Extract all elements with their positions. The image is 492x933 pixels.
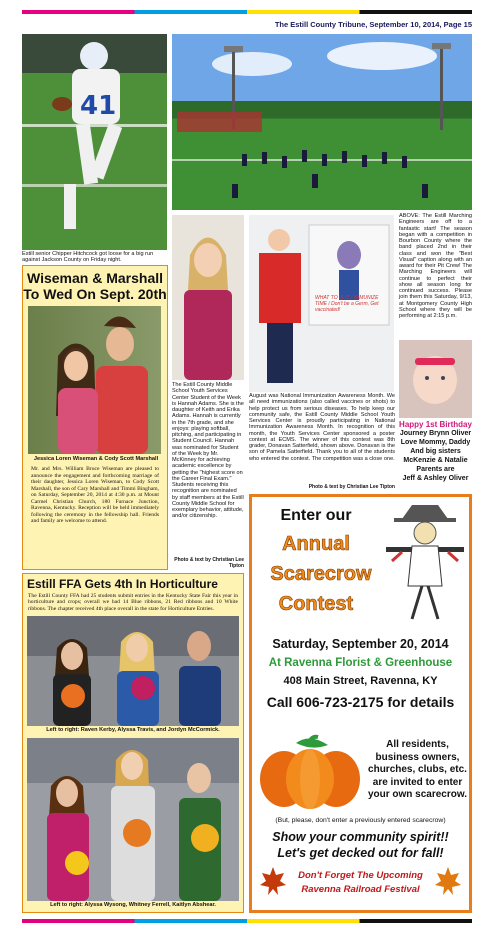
baby-photo xyxy=(399,340,472,418)
ad-disclaimer: (But, please, don't enter a previously entered scarecrow) xyxy=(275,817,446,824)
immunization-credit: Photo & text by Christian Lee Tipton xyxy=(308,484,395,490)
hannah-adams-photo xyxy=(172,215,244,380)
ad-annual: Annual xyxy=(282,533,350,555)
color-rule-bottom xyxy=(22,919,472,923)
ad-scarecrow: Scarecrow xyxy=(270,563,372,585)
ad-spirit-1: Show your community spirit!! xyxy=(272,830,449,844)
poster-drawing-text: WHAT TO IS IT / IMMUNIZE TIME / Don't be a Germ, Get vaccinated! xyxy=(315,295,379,313)
page-header: The Estill County Tribune, September 10, 2014, Page 15 xyxy=(274,20,472,29)
donavan-poster-photo xyxy=(249,215,394,392)
ffa-photo-1 xyxy=(27,616,239,726)
marching-band-photo xyxy=(172,34,472,210)
ad-date: Saturday, September 20, 2014 xyxy=(272,637,449,651)
marching-band-text: ABOVE: The Estill Marching Engineers are off to a fantastic start! The season began with a competition in Bourbon County where the band placed 2nd in their class and won the "Best Visual" caption along with an award for their Pit Crew! The Marching Engineers will continue to perfect their show all season long for continued success. Please join them this Saturday, 9/13, at Montgomery County High School where they will be performing at 2:15 p.m. xyxy=(399,213,472,319)
birthday-line-3: And big sisters xyxy=(410,448,461,455)
football-caption: Estill senior Chipper Hitchcock got loose for a big run against Jackson County on Friday night. xyxy=(22,251,154,264)
wedding-body-text: Mr. and Mrs. William Bruce Wiseman are pleased to announce the engagement and forthcoming marriage of their daughter, Jessica Loren Wiseman, to Cody Scott Marshall, the son of Cary Marshall and Timmi Bingham, on Saturday, September 20, 2014 at 4:30 p.m. at Mount Carmel Christian Church, 180 Furnace Junction, Ravenna, Kentucky. Reception will be held immediately following the ceremony in the fellowship hall. Friends and family are welcome to attend. xyxy=(31,466,159,524)
ad-invite: All residents, business owners, churches, clubs, etc. are invited to enter your own scarecrow. xyxy=(367,739,468,800)
wedding-announcement-box xyxy=(22,265,168,570)
ad-festival-2: Ravenna Railroad Festival xyxy=(301,884,420,895)
ffa-photo-2 xyxy=(27,738,239,901)
football-photo xyxy=(22,34,167,250)
ad-enter-our: Enter our xyxy=(280,507,352,524)
ffa-body-text: The Estill County FFA had 25 students submit entries in the Kentucky State Fair this year in horticulture and crops; overall we had 14 Blue ribbons, 21 Red ribbons and 10 White ribbons. The chapter received 4th place overall in the state for Horticulture Entries. xyxy=(28,593,238,612)
ad-phone: Call 606-723-2175 for details xyxy=(266,694,455,710)
birthday-title: Happy 1st Birthday xyxy=(399,420,472,429)
pumpkin-illustration xyxy=(258,733,362,811)
scarecrow-illustration xyxy=(382,501,468,626)
maple-leaf-right-icon xyxy=(435,867,461,897)
scarecrow-contest-ad xyxy=(249,494,472,913)
immunization-text: August was National Immunization Awareness Month. We all need immunizations (also called vaccines or shots) to help protect us from serious diseases. To help keep our community safe, the Estill County Middle School Youth Services Center is proudly participating in National Immunization Awareness Month. In recognition of this month, the Youth Services Center sponsored a poster contest at ECMS. The winner of this contest was 8th grader, Donavan Satterfield, shown above. Donavan is the son of Pamela Satterfield. Thank you to all of the students who entered the contest. The competition was a close one. xyxy=(249,393,395,462)
wedding-headline-2: To Wed On Sept. 20th xyxy=(23,286,167,302)
ad-spirit-2: Let's get decked out for fall! xyxy=(277,846,444,860)
ad-address: 408 Main Street, Ravenna, KY xyxy=(283,675,438,687)
wedding-headline-1: Wiseman & Marshall xyxy=(26,270,164,286)
ffa-headline: Estill FFA Gets 4th In Horticulture xyxy=(27,577,218,591)
birthday-line-5: Parents are xyxy=(416,466,455,473)
svg-text:41: 41 xyxy=(80,91,117,121)
birthday-line-2: Love Mommy, Daddy xyxy=(400,439,471,446)
engagement-photo-caption: Jessica Loren Wiseman & Cody Scott Marshall xyxy=(33,456,159,462)
student-of-week-text: The Estill County Middle School Youth Services Center Student of the Week is Hannah Adams. She is the daughter of Keith and Erika Adams. Hannah is currently in the 7th grade, and she enjoys: playing softball, pitching, and participating in Student Council. Hannah was nominated for Student of the Week by Mr. McKinney for achieving academic excellence by getting the "highest score on the Career Final Exam." Students receiving this recognition are nominated by staff members at the Estill County Middle School for exemplary behavior, attitude, and/or citizenship. xyxy=(172,382,244,520)
birthday-line-4: McKenzie & Natalie xyxy=(403,457,468,464)
birthday-block xyxy=(399,420,472,483)
ad-festival-1: Don't Forget The Upcoming xyxy=(298,870,423,881)
engagement-photo xyxy=(28,306,161,454)
maple-leaf-left-icon xyxy=(260,867,286,897)
ffa-caption-1: Left to right: Raven Kerby, Alyssa Travis, and Jordyn McCormick. xyxy=(46,727,220,733)
ad-business: At Ravenna Florist & Greenhouse xyxy=(268,657,453,669)
ffa-box xyxy=(22,573,244,913)
color-rule-top xyxy=(22,10,472,14)
student-credit: Photo & text by Christian Lee Tipton xyxy=(174,557,244,569)
birthday-line-1: Journey Brynn Oliver xyxy=(399,430,472,437)
birthday-line-6: Jeff & Ashley Oliver xyxy=(402,475,469,482)
ffa-caption-2: Left to right: Alyssa Wysong, Whitney Ferrell, Kaitlyn Abshear. xyxy=(50,902,216,908)
ad-contest: Contest xyxy=(278,593,354,615)
